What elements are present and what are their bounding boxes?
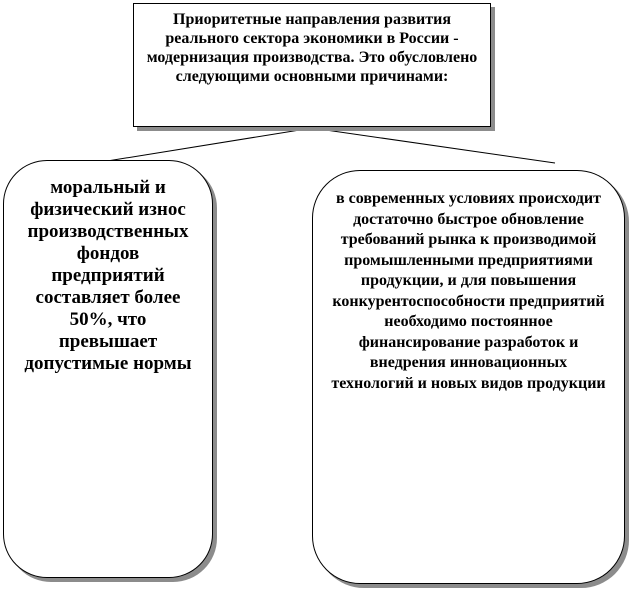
reason-wear-text: моральный и физический износ производственных фондов предприятий составляет более 50%, что превышает допустимые нормы bbox=[24, 177, 192, 374]
main-priority-box bbox=[133, 3, 491, 127]
reason-box-market bbox=[312, 170, 625, 584]
main-priority-text: Приоритетные направления развития реального сектора экономики в России - модернизация производства. Это обусловлено следующими основными причинами: bbox=[146, 11, 478, 85]
reason-market-text: в современных условиях происходит достаточно быстрое обновление требований рынка к производимой промышленными предприятиями продукции, и для повышения конкурентоспособности предприятий необходимо постоянное финансирование разработок и внедрения инновационных технологий и новых видов продукции bbox=[331, 190, 606, 392]
connector-left bbox=[95, 128, 312, 163]
connector-right bbox=[312, 128, 555, 163]
reason-box-wear bbox=[3, 160, 213, 578]
